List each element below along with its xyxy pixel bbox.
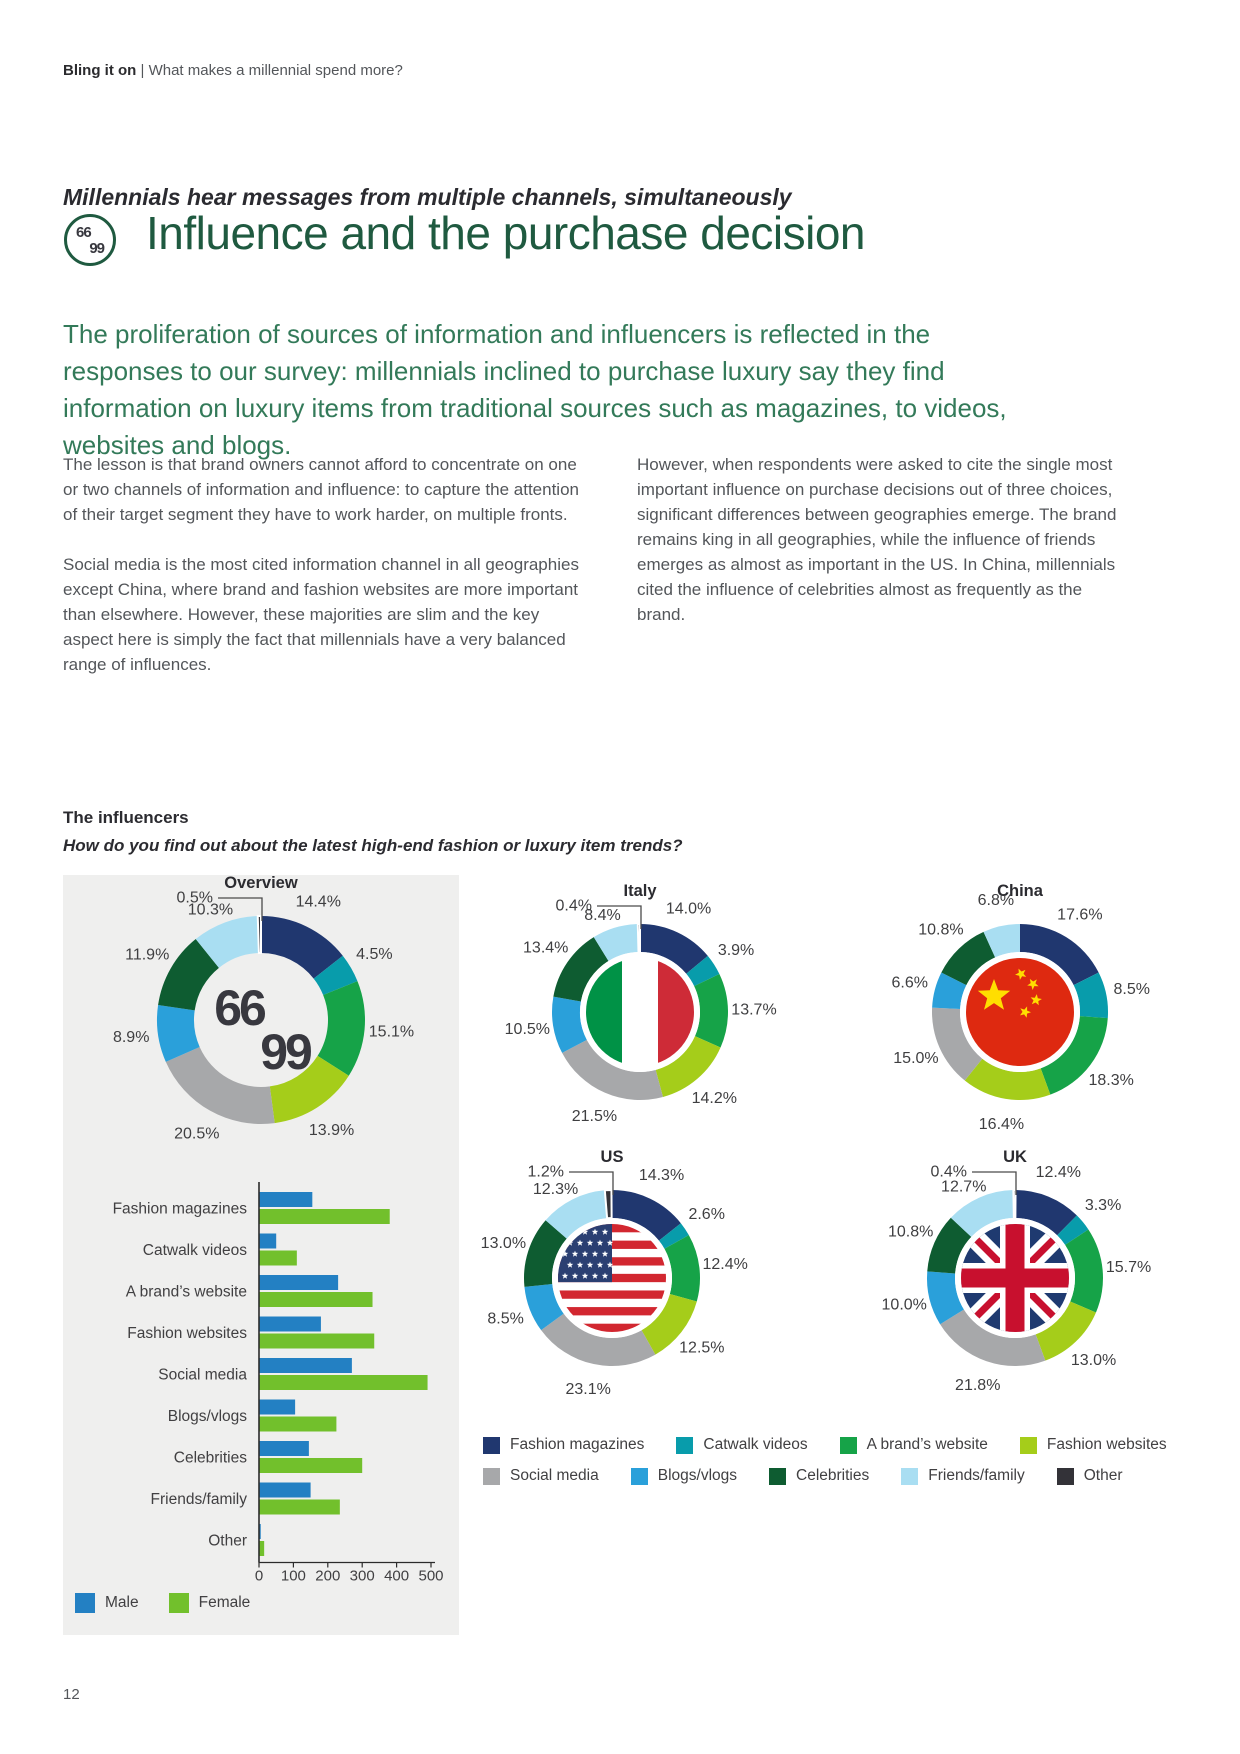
donut-percent-label: 14.0%	[665, 900, 712, 918]
donut-percent-label: 6.8%	[977, 892, 1015, 910]
bar-female	[259, 1458, 362, 1473]
donut-percent-label: 10.3%	[187, 901, 234, 919]
donut-percent-label: 8.5%	[1113, 981, 1151, 999]
x-tick-label: 400	[384, 1567, 410, 1585]
bar-male	[259, 1192, 312, 1207]
bar-chart-gender	[63, 1155, 459, 1605]
donut-slice	[1013, 1190, 1015, 1218]
donut-percent-label: 17.6%	[1057, 906, 1103, 924]
legend-label: Fashion magazines	[510, 1436, 645, 1453]
donut-percent-label: 12.4%	[1035, 1164, 1081, 1182]
donut-chart-overview	[63, 875, 459, 1185]
bar-male	[259, 1234, 276, 1249]
legend-item	[483, 1436, 644, 1454]
legend-swatch	[631, 1468, 648, 1485]
donut-legend-row	[483, 1467, 1143, 1485]
legend-swatch	[1057, 1468, 1074, 1485]
donut-percent-label: 12.3%	[532, 1180, 579, 1198]
page-title: Influence and the purchase decision	[146, 207, 866, 259]
donut-percent-label: 15.7%	[1105, 1259, 1152, 1277]
bar-category-label: Social media	[158, 1366, 247, 1384]
donut-legend-row	[483, 1436, 1167, 1454]
body-paragraph: The lesson is that brand owners cannot afford to concentrate on one or two channels of information and influence: to capture the attention of their target segment they have to work harder, on multiple fronts.	[63, 455, 579, 524]
section-title: The influencers	[63, 808, 189, 827]
bar-category-label: Other	[208, 1532, 247, 1550]
donut-percent-label: 20.5%	[174, 1125, 220, 1143]
bar-male	[259, 1441, 309, 1456]
donut-percent-label: 10.8%	[918, 921, 964, 939]
donut-percent-label: 15.0%	[893, 1050, 939, 1068]
x-tick-label: 0	[254, 1567, 264, 1585]
legend-label: Male	[105, 1594, 139, 1611]
uk-flag	[961, 1224, 1069, 1332]
bar-male	[259, 1317, 321, 1332]
legend-item	[483, 1467, 599, 1485]
donut-percent-label: 0.4%	[555, 897, 592, 915]
legend-item	[1057, 1467, 1123, 1485]
legend-label: Fashion websites	[1046, 1436, 1167, 1453]
us-flag	[558, 1224, 666, 1332]
donut-slice	[638, 924, 640, 952]
donut-percent-label: 0.4%	[930, 1163, 967, 1181]
quote-close-glyph: 99	[260, 1024, 310, 1080]
donut-percent-label: 2.6%	[688, 1206, 725, 1224]
quote-icon	[64, 214, 116, 266]
bar-female	[259, 1500, 340, 1515]
bar-female	[259, 1209, 390, 1224]
legend-label: Celebrities	[796, 1467, 870, 1484]
x-tick-label: 500	[418, 1567, 444, 1585]
donut-percent-label: 3.3%	[1084, 1197, 1122, 1215]
donut-percent-label: 12.7%	[941, 1178, 987, 1196]
bar-category-label: Fashion magazines	[112, 1200, 247, 1218]
legend-swatch	[840, 1437, 857, 1454]
donut-chart-china	[820, 870, 1200, 1160]
body-column-left	[63, 452, 583, 702]
bar-female	[259, 1292, 373, 1307]
bar-female	[259, 1334, 374, 1349]
legend-swatch	[483, 1437, 500, 1454]
bar-category-label: Celebrities	[173, 1449, 247, 1467]
kicker-heading: Millennials hear messages from multiple channels, simultaneously	[63, 184, 792, 210]
donut-percent-label: 23.1%	[565, 1380, 611, 1398]
body-paragraph: Social media is the most cited information channel in all geographies except China, where brand and fashion websites are more important than elsewhere. However, these majorities are slim and the key aspect here is simply the fact that millennials have a very balanced range of influences.	[63, 555, 579, 674]
donut-title: UK	[1003, 1150, 1027, 1166]
legend-item	[1020, 1436, 1167, 1454]
bar-category-label: A brand’s website	[125, 1283, 247, 1301]
donut-percent-label: 4.5%	[356, 945, 393, 963]
legend-label: Social media	[510, 1467, 599, 1484]
x-tick-label: 200	[315, 1567, 341, 1585]
donut-chart-uk	[820, 1150, 1200, 1435]
china-flag	[966, 958, 1074, 1066]
legend-item	[840, 1436, 988, 1454]
donut-percent-label: 6.6%	[891, 974, 928, 992]
donut-percent-label: 3.9%	[717, 942, 755, 960]
header-separator: |	[140, 62, 145, 79]
legend-swatch	[169, 1593, 189, 1613]
legend-item	[901, 1467, 1024, 1485]
header-subtitle: What makes a millennial spend more?	[148, 62, 403, 79]
bar-category-label: Friends/family	[150, 1491, 247, 1508]
quote-open-glyph: 66	[214, 980, 264, 1036]
legend-item	[769, 1467, 869, 1485]
italy-flag	[586, 958, 694, 1066]
legend-swatch	[769, 1468, 786, 1485]
donut-percent-label: 13.7%	[731, 1001, 777, 1019]
donut-chart-italy	[425, 870, 805, 1160]
legend-item	[169, 1593, 251, 1613]
legend-swatch	[676, 1437, 693, 1454]
donut-percent-label: 11.9%	[125, 946, 170, 964]
donut-title: China	[997, 882, 1043, 900]
header-brand: Bling it on	[63, 62, 137, 79]
donut-percent-label: 13.0%	[480, 1234, 527, 1252]
quote-close-glyph: 99	[89, 240, 104, 257]
legend-label: Catwalk videos	[703, 1436, 808, 1453]
bar-category-label: Fashion websites	[127, 1325, 247, 1342]
lead-paragraph: The proliferation of sources of information and influencers is reflected in the responses to our survey: millennials inclined to purchase luxury say they find information on luxury items from traditional sources such as magazines, to videos, websites and blogs.	[63, 319, 1007, 460]
donut-percent-label: 12.5%	[679, 1339, 725, 1357]
donut-percent-label: 10.5%	[504, 1020, 551, 1038]
bar-female	[259, 1375, 428, 1390]
donut-title: US	[600, 1150, 624, 1166]
legend-swatch	[901, 1468, 918, 1485]
bar-category-label: Catwalk videos	[142, 1242, 247, 1259]
quote-open-glyph: 66	[76, 224, 91, 241]
body-column-right	[637, 452, 1129, 652]
legend-item	[631, 1467, 737, 1485]
legend-item	[75, 1593, 139, 1613]
bar-female	[259, 1251, 297, 1266]
donut-percent-label: 13.9%	[308, 1121, 355, 1139]
page-header	[63, 62, 403, 79]
legend-label: Female	[198, 1594, 251, 1611]
section-subtitle: How do you find out about the latest high-end fashion or luxury item trends?	[63, 836, 683, 855]
donut-percent-label: 10.0%	[881, 1296, 927, 1314]
legend-label: Other	[1083, 1467, 1123, 1484]
page-number: 12	[63, 1686, 80, 1703]
donut-percent-label: 10.8%	[887, 1223, 934, 1241]
donut-percent-label: 18.3%	[1088, 1071, 1134, 1089]
donut-percent-label: 14.4%	[295, 893, 341, 911]
legend-swatch	[483, 1468, 500, 1485]
x-tick-label: 100	[280, 1567, 306, 1585]
donut-percent-label: 0.5%	[176, 889, 213, 907]
donut-percent-label: 8.5%	[487, 1310, 524, 1328]
donut-percent-label: 15.1%	[368, 1023, 415, 1041]
donut-percent-label: 21.8%	[955, 1377, 1001, 1395]
bar-category-label: Blogs/vlogs	[167, 1408, 247, 1425]
gender-legend	[75, 1593, 250, 1613]
body-paragraph: However, when respondents were asked to cite the single most important influence on purchase decisions out of three choices, significant differences between geographies emerge. The brand remains king in all geographies, while the influence of friends emerges as almost as important in the US. In China, millennials cited the influence of celebrities almost as frequently as the brand.	[637, 455, 1117, 624]
donut-percent-label: 14.2%	[691, 1089, 737, 1107]
legend-label: Blogs/vlogs	[657, 1467, 738, 1484]
donut-percent-label: 16.4%	[978, 1115, 1025, 1133]
x-tick-label: 300	[349, 1567, 375, 1585]
legend-swatch	[1020, 1437, 1037, 1454]
donut-slice	[166, 1047, 275, 1124]
donut-title: Italy	[623, 882, 657, 900]
donut-percent-label: 8.4%	[584, 907, 621, 925]
donut-chart-us	[425, 1150, 805, 1435]
donut-slice	[605, 1190, 612, 1218]
legend-label: A brand’s website	[866, 1436, 988, 1453]
legend-swatch	[75, 1593, 95, 1613]
bar-male	[259, 1358, 352, 1373]
donut-percent-label: 21.5%	[571, 1107, 618, 1125]
donut-slice	[258, 916, 261, 953]
donut-percent-label: 13.0%	[1070, 1352, 1117, 1370]
donut-legend	[483, 1436, 1167, 1485]
bar-male	[259, 1483, 311, 1498]
bar-male	[259, 1400, 295, 1415]
donut-percent-label: 12.4%	[702, 1255, 748, 1273]
bar-male	[259, 1275, 338, 1290]
donut-percent-label: 8.9%	[112, 1029, 150, 1047]
donut-percent-label: 13.4%	[523, 939, 569, 957]
donut-percent-label: 14.3%	[638, 1166, 685, 1184]
donut-percent-label: 1.2%	[527, 1163, 564, 1181]
legend-item	[676, 1436, 807, 1454]
donut-title: Overview	[224, 875, 298, 892]
legend-label: Friends/family	[928, 1467, 1025, 1484]
bar-female	[259, 1417, 336, 1432]
